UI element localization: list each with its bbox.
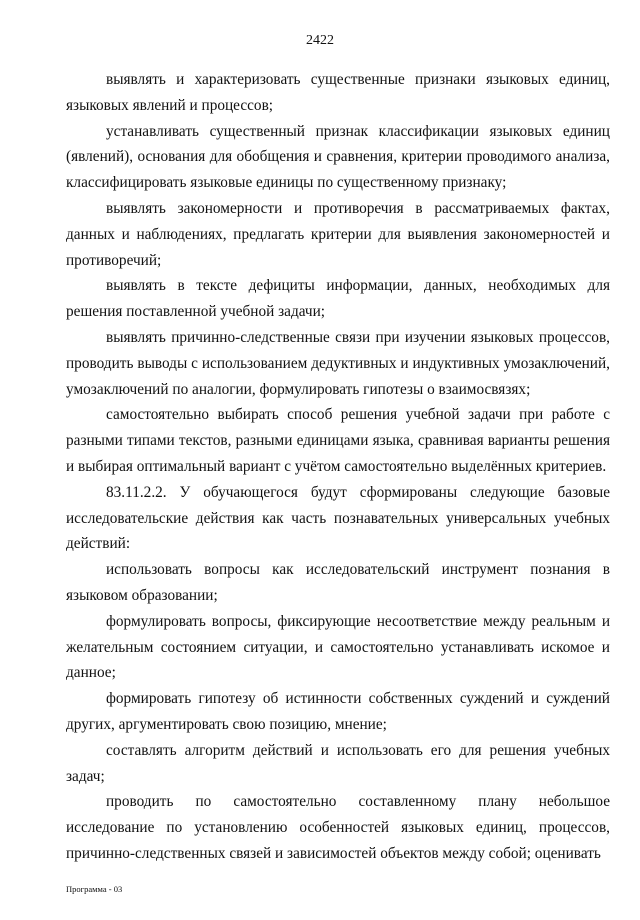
footer-label: Программа - 03 (66, 884, 123, 894)
body-text (66, 67, 610, 867)
paragraph-3: выявлять закономерности и противоречия в рассматриваемых фактах, данных и наблюдениях, предлагать критерии для выявления закономерностей и противоречий; (66, 199, 610, 269)
paragraph-10: формировать гипотезу об истинности собственных суждений и суждений других, аргументировать свою позицию, мнение; (66, 690, 610, 733)
paragraph-9: формулировать вопросы, фиксирующие несоответствие между реальным и желательным состоянием ситуации, и самостоятельно устанавливать искомое и данное; (66, 612, 610, 682)
paragraph-5: выявлять причинно-следственные связи при изучении языковых процессов, проводить выводы с использованием дедуктивных и индуктивных умозаключений, умозаключений по аналогии, формулировать гипотезы о взаимосвязях; (66, 328, 610, 398)
paragraph-12: проводить по самостоятельно составленному плану небольшое исследование по установлению особенностей языковых единиц, процессов, причинно-следственных связей и зависимостей объектов между собой; оценивать (66, 793, 610, 862)
paragraph-4: выявлять в тексте дефициты информации, данных, необходимых для решения поставленной учебной задачи; (66, 277, 610, 321)
page-number: 2422 (306, 33, 334, 48)
paragraph-2: устанавливать существенный признак классификации языковых единиц (явлений), основания для обобщения и сравнения, критерии проводимого анализа, классифицировать языковые единицы по существенному признаку; (66, 122, 610, 192)
paragraph-8: использовать вопросы как исследовательский инструмент познания в языковом образовании; (66, 561, 610, 604)
paragraph-7-section-heading: 83.11.2.2. У обучающегося будут сформированы следующие базовые исследовательские действия как часть познавательных универсальных учебных действий: (66, 483, 610, 553)
paragraph-1: выявлять и характеризовать существенные признаки языковых единиц, языковых явлений и процессов; (66, 71, 610, 114)
paragraph-11: составлять алгоритм действий и использовать его для решения учебных задач; (66, 741, 610, 785)
paragraph-6: самостоятельно выбирать способ решения учебной задачи при работе с разными типами текстов, разными единицами языка, сравнивая варианты решения и выбирая оптимальный вариант с учётом самостоятельно выделённых критериев. (66, 406, 610, 475)
